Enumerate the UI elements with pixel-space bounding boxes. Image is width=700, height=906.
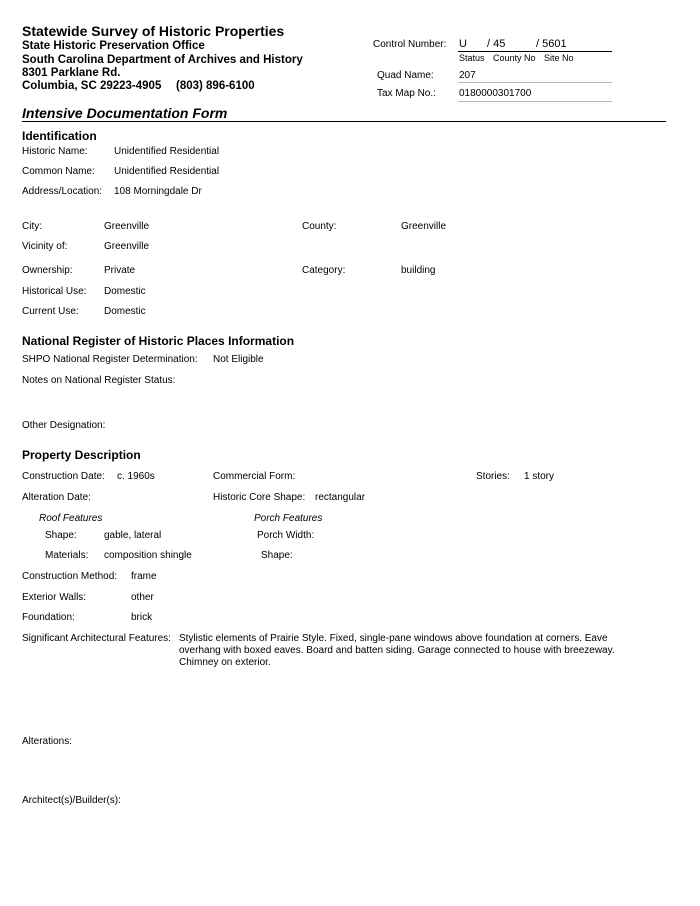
exterior-walls-label: Exterior Walls: xyxy=(22,592,87,603)
ownership-value: Private xyxy=(104,265,136,276)
roof-shape-label: Shape: xyxy=(45,530,77,541)
phone-number: (803) 896-6100 xyxy=(176,80,255,92)
common-name-value: Unidentified Residential xyxy=(114,166,220,177)
current-use-value: Domestic xyxy=(104,306,146,317)
construction-date-label: Construction Date: xyxy=(22,471,105,482)
current-use-label: Current Use: xyxy=(22,306,79,317)
category-label: Category: xyxy=(302,265,346,276)
quad-name-label: Quad Name: xyxy=(377,70,434,81)
architectural-features-text: Stylistic elements of Prairie Style. Fixed, single-pane windows above foundation at corners. Eave overhang with boxed eaves. Board and batten siding. Garage connected to house with breezeway. Chimney on exterior. xyxy=(179,633,615,668)
common-name-label: Common Name: xyxy=(22,166,95,177)
porch-width-label: Porch Width: xyxy=(257,530,315,541)
historical-use-value: Domestic xyxy=(104,286,146,297)
porch-features-heading: Porch Features xyxy=(254,513,323,524)
identification-heading: Identification xyxy=(22,129,97,143)
quad-name-value: 207 xyxy=(459,70,476,81)
historical-use-label: Historical Use: xyxy=(22,286,87,297)
control-county: / 45 xyxy=(487,38,506,50)
site-no-caption: Site No xyxy=(544,53,574,63)
survey-title: Statewide Survey of Historic Properties xyxy=(22,23,285,39)
vicinity-label: Vicinity of: xyxy=(22,241,68,252)
vicinity-value: Greenville xyxy=(104,241,150,252)
quad-name-underline xyxy=(458,82,612,83)
category-value: building xyxy=(401,265,436,276)
nr-determination-label: SHPO National Register Determination: xyxy=(22,354,198,365)
other-designation-label: Other Designation: xyxy=(22,420,106,431)
core-shape-value: rectangular xyxy=(315,492,366,503)
architectural-features-label: Significant Architectural Features: xyxy=(22,633,171,644)
national-register-heading: National Register of Historic Places Information xyxy=(22,334,295,348)
county-label: County: xyxy=(302,221,337,232)
county-no-caption: County No xyxy=(493,53,536,63)
roof-features-heading: Roof Features xyxy=(39,513,103,524)
tax-map-label: Tax Map No.: xyxy=(377,88,436,99)
address-value: 108 Morningdale Dr xyxy=(114,186,202,197)
core-shape-label: Historic Core Shape: xyxy=(213,492,306,503)
stories-value: 1 story xyxy=(524,471,555,482)
roof-shape-value: gable, lateral xyxy=(104,530,162,541)
county-value: Greenville xyxy=(401,221,447,232)
nr-notes-label: Notes on National Register Status: xyxy=(22,375,176,386)
city-label: City: xyxy=(22,221,42,232)
porch-shape-label: Shape: xyxy=(261,550,293,561)
city-value: Greenville xyxy=(104,221,150,232)
control-number-label: Control Number: xyxy=(373,39,447,50)
tax-map-underline xyxy=(458,101,612,102)
construction-method-value: frame xyxy=(131,571,157,582)
architect-builder-label: Architect(s)/Builder(s): xyxy=(22,795,121,806)
control-site: / 5601 xyxy=(536,38,567,50)
street-address: 8301 Parklane Rd. xyxy=(22,67,121,79)
office-name: State Historic Preservation Office xyxy=(22,40,205,52)
alterations-label: Alterations: xyxy=(22,736,73,747)
form-title: Intensive Documentation Form xyxy=(22,105,228,121)
stories-label: Stories: xyxy=(476,471,510,482)
form-title-rule xyxy=(22,121,666,122)
ownership-label: Ownership: xyxy=(22,265,73,276)
exterior-walls-value: other xyxy=(131,592,154,603)
property-description-heading: Property Description xyxy=(22,448,141,462)
address-label: Address/Location: xyxy=(22,186,103,197)
foundation-label: Foundation: xyxy=(22,612,75,623)
department-name: South Carolina Department of Archives and History xyxy=(22,54,303,66)
tax-map-value: 0180000301700 xyxy=(459,88,532,99)
roof-materials-label: Materials: xyxy=(45,550,89,561)
control-status: U xyxy=(459,38,467,50)
construction-method-label: Construction Method: xyxy=(22,571,118,582)
control-number-underline xyxy=(458,51,612,52)
foundation-value: brick xyxy=(131,612,153,623)
commercial-form-label: Commercial Form: xyxy=(213,471,296,482)
construction-date-value: c. 1960s xyxy=(117,471,155,482)
status-caption: Status xyxy=(459,53,485,63)
city-line: Columbia, SC 29223-4905 xyxy=(22,80,162,92)
nr-determination-value: Not Eligible xyxy=(213,354,264,365)
roof-materials-value: composition shingle xyxy=(104,550,192,561)
historic-name-value: Unidentified Residential xyxy=(114,146,220,157)
historic-name-label: Historic Name: xyxy=(22,146,88,157)
alteration-date-label: Alteration Date: xyxy=(22,492,91,503)
